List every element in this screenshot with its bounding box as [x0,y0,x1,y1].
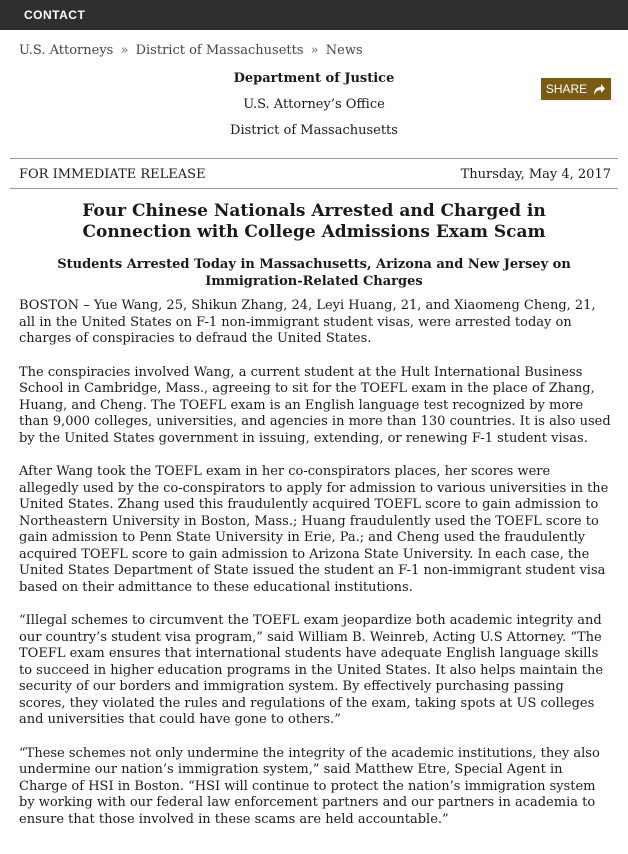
release-date: Thursday, May 4, 2017 [460,167,611,182]
breadcrumb-us-attorneys[interactable]: U.S. Attorneys [19,43,114,58]
breadcrumb-district[interactable]: District of Massachusetts [135,43,304,58]
release-line [0,159,628,188]
district-name: District of Massachusetts [230,123,398,138]
office-name: U.S. Attorney’s Office [243,97,385,112]
department-name: Department of Justice [233,71,395,86]
article-paragraph: The conspiracies involved Wang, a current student at the Hult International Business School in Cambridge, Mass., agreeing to sit for the TOEFL exam in the place of Zhang, Huang, and Cheng. The TOEFL exam is an English language test recognized by more than 9,000 colleges, universities, and agencies in more than 130 countries. It is also used by the United States government in issuing, extending, or renewing F-1 student visas. [19,364,611,446]
share-label: SHARE [545,82,588,96]
contact-link[interactable]: CONTACT [24,8,86,22]
divider [10,188,618,189]
breadcrumb-separator: » [120,43,129,58]
share-arrow-icon [592,82,606,96]
article-paragraph: BOSTON – Yue Wang, 25, Shikun Zhang, 24, Leyi Huang, 21, and Xiaomeng Cheng, 21, all in the United States on F-1 non-immigrant student visas, were arrested today on charges of conspiracies to defraud the United States. [19,298,596,346]
office-block [0,66,628,144]
office-header [0,66,628,158]
breadcrumb [19,43,628,58]
article-paragraph: After Wang took the TOEFL exam in her co-conspirators places, her scores were allegedly used by the co-conspirators to apply for admission to various universities in the United States. Zhang used this fraudulently acquired TOEFL score to gain admission to Northeastern University in Boston, Mass.; Huang fraudulently used the TOEFL score to gain admission to Penn State University in Erie, Pa.; and Cheng used the fraudulently acquired TOEFL score to gain admission to Arizona State University. In each case, the United States Department of State issued the student an F-1 non-immigrant student visa based on their admittance to these educational institutions. [19,464,609,595]
breadcrumb-separator: » [310,43,319,58]
top-nav-bar [0,0,628,30]
article-subtitle: Students Arrested Today in Massachusetts, Arizona and New Jersey on Immigration-Related Charges [57,257,571,289]
article-title: Four Chinese Nationals Arrested and Charged in Connection with College Admissions Exam Scam [82,201,546,242]
article-body [19,298,611,828]
breadcrumb-news[interactable]: News [325,43,363,58]
share-button[interactable] [541,78,611,100]
article-paragraph: “These schemes not only undermine the integrity of the academic institutions, they also undermine our nation’s immigration system,” said Matthew Etre, Special Agent in Charge of HSI in Boston. “HSI will continue to protect the nation’s immigration system by working with our federal law enforcement partners and our partners in academia to ensure that those involved in these scams are held accountable.” [19,745,600,827]
release-label: FOR IMMEDIATE RELEASE [19,167,206,182]
article-paragraph: “Illegal schemes to circumvent the TOEFL exam jeopardize both academic integrity and our country’s student visa program,” said William B. Weinreb, Acting U.S Attorney. “The TOEFL exam ensures that international students have adequate English language skills to succeed in higher education programs in the United States. It also helps maintain the security of our borders and immigration system. By effectively purchasing passing scores, they violated the rules and regulations of the exam, taking spots at US colleges and universities that could have gone to others.” [19,613,604,727]
